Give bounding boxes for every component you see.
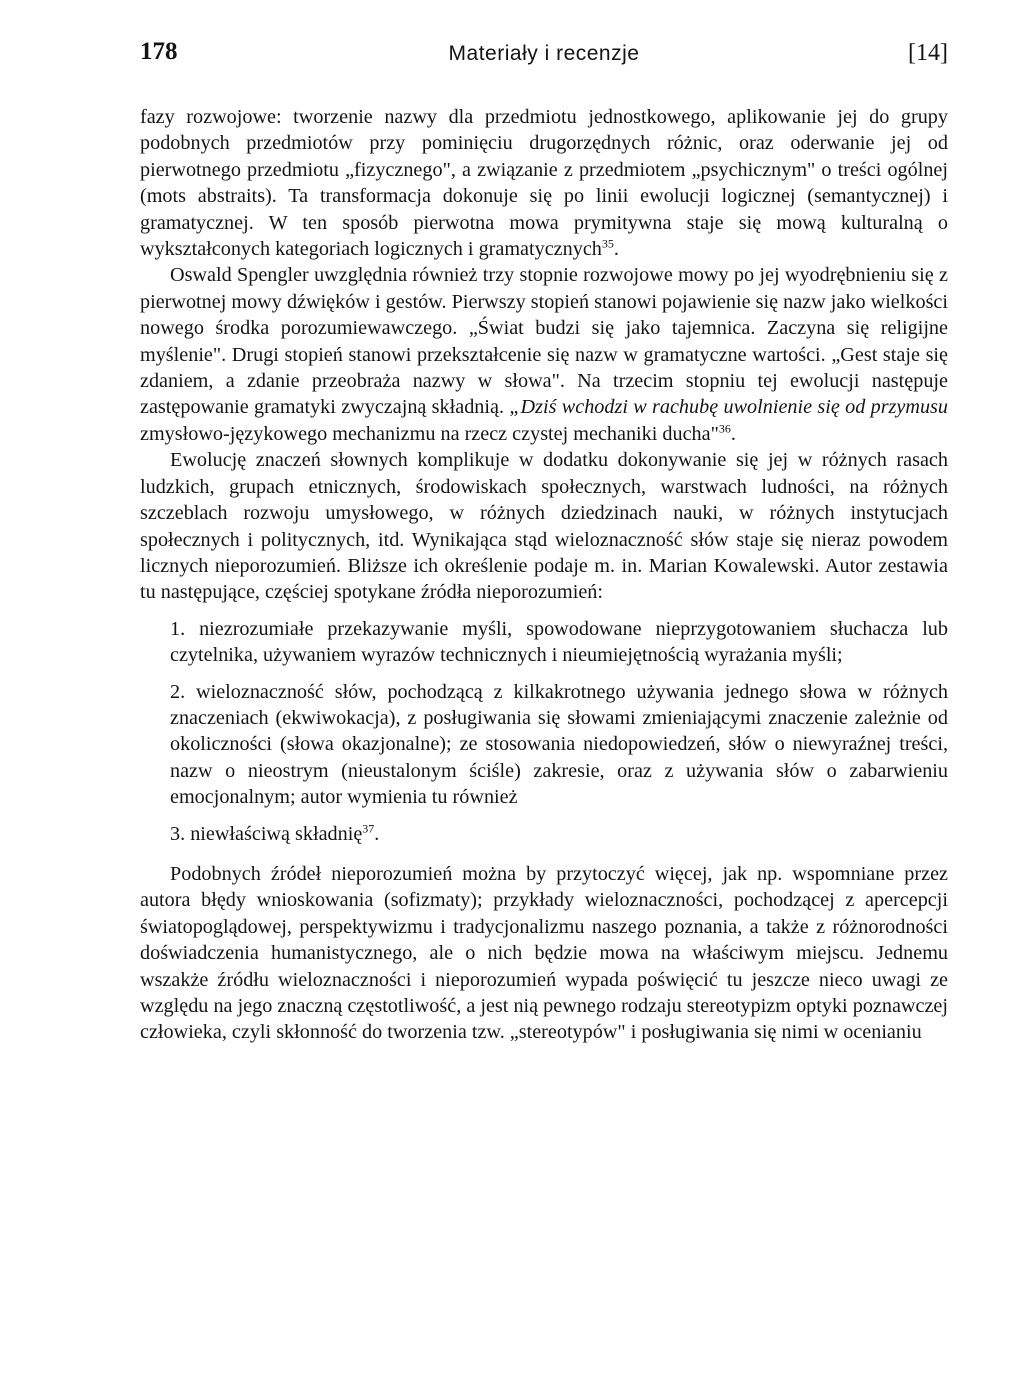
footnote-ref-37[interactable]: 37 — [362, 820, 375, 835]
list-item-3: 3. niewłaściwą składnię$^{37}$. — [170, 820, 380, 845]
list-item-1: 1. niezrozumiałe przekazywanie myśli, spowodowane nieprzygotowaniem słuchacza lub czytelnika, używaniem wyrazów technicznych i nieumiejętnością wyrażania myśli; — [170, 617, 948, 667]
page-header — [140, 38, 948, 78]
running-title: Materiały i recenzje — [448, 42, 640, 65]
page-number: 178 — [140, 38, 178, 65]
paragraph-2: Oswald Spengler uwzględnia również trzy stopnie rozwojowe mowy po jej wyodrębnieniu się z pierwotnej mowy dźwięków i gestów. Pierwszy stopień stanowi pojawienie się nazw jako wielkości nowego środka porozumiewawczego. „Świat budzi się jako tajemnica. Zaczyna się religijne myślenie". Drugi stopień stanowi przekształcenie się nazw w gramatyczne wartości. „Gest staje się zdaniem, a zdanie przeobraża nazwy w słowa". Na trzecim stopniu tej ewolucji następuje zastępowanie gramatyki zwyczajną składnią. „Dziś wchodzi w rachubę uwolnienie się od przymusu zmysłowo-językowego mechanizmu na rzecz czystej mechaniki ducha"$^{36}$. — [140, 264, 948, 445]
list-item-2: 2. wieloznaczność słów, pochodzącą z kilkakrotnego używania jednego słowa w różnych znaczeniach (ekwiwokacja), z posługiwania się słowami zmieniającymi znaczenie zależnie od okoliczności (słowa okazjonalne); ze stosowania niedopowiedzeń, słów o niewyraźnej treści, nazw o nieostrym (nieustalonym ściśle) zakresie, oraz z używania słów o zabarwieniu emocjonalnym; autor wymienia tu również — [170, 680, 948, 809]
paragraph-3: Ewolucję znaczeń słownych komplikuje w dodatku dokonywanie się jej w różnych rasach ludzkich, grupach etnicznych, środowiskach społecznych, warstwach ludności, na różnych szczeblach rozwoju umysłowego, w różnych dziedzinach nauki, w różnych instytucjach społecznych i politycznych, itd. Wynikająca stąd wieloznaczność słów staje się nieraz powodem licznych nieporozumień. Bliższe ich określenie podaje m. in. Marian Kowalewski. Autor zestawia tu następujące, częściej spotykane źródła nieporozumień: — [140, 449, 948, 604]
footnote-ref-35[interactable]: 35 — [601, 236, 614, 251]
italic-quote: „Dziś wchodzi w rachubę uwolnienie się od przymusu — [509, 396, 948, 419]
section-number: [14] — [908, 40, 948, 66]
body-text — [140, 104, 948, 1046]
paragraph-4: Podobnych źródeł nieporozumień można by przytoczyć więcej, jak np. wspomniane przez autora błędy wnioskowania (sofizmaty); przykłady wieloznaczności, pochodzącej z apercepcji światopoglądowej, perspektywizmu i tradycjonalizmu naszego poznania, a także z różnorodności doświadczenia humanistycznego, ale o nich będzie mowa na właściwym miejscu. Jednemu wszakże źródłu wieloznaczności i nieporozumień wypada poświęcić tu jeszcze nieco uwagi ze względu na jego znaczną częstotliwość, a jest nią pewnego rodzaju stereotypizm optyki poznawczej człowieka, czyli skłonność do tworzenia tzw. „stereotypów" i posługiwania się nimi w ocenianiu — [140, 862, 948, 1044]
paragraph-1: fazy rozwojowe: tworzenie nazwy dla przedmiotu jednostkowego, aplikowanie jej do grupy podobnych przedmiotów przy pominięciu drugorzędnych różnic, oraz oderwanie jej od pierwotnego przedmiotu „fizycznego", a związanie z przedmiotem „psychicznym" o treści ogólnej (mots abstraits). Ta transformacja dokonuje się po linii ewolucji logicznej (semantycznej) i gramatycznej. W ten sposób pierwotna mowa prymitywna staje się mową kulturalną o wykształconych kategoriach logicznych i gramatycznych$^{35}$. — [140, 106, 948, 261]
footnote-ref-36[interactable]: 36 — [718, 421, 731, 436]
